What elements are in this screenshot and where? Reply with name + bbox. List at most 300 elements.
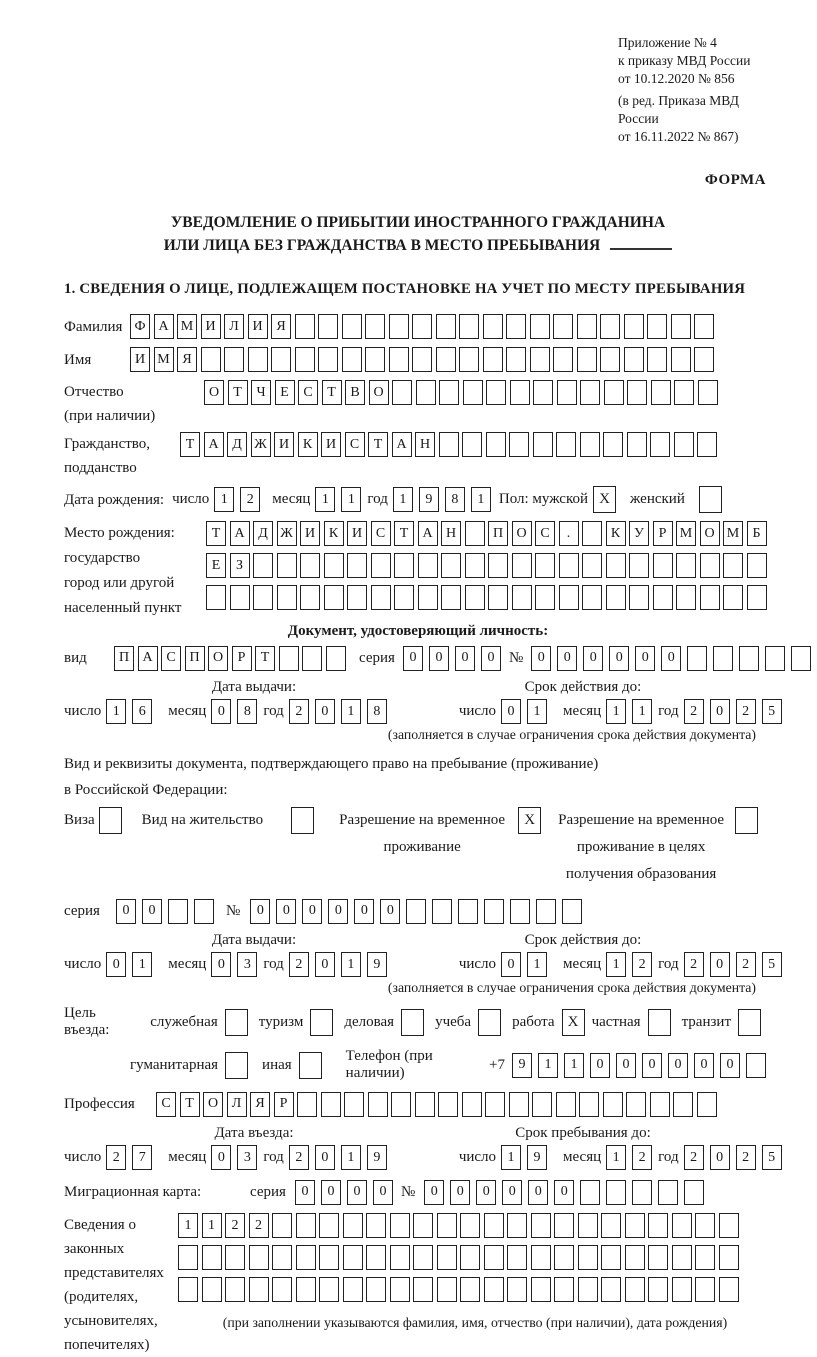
char-cell[interactable] [324, 553, 344, 578]
char-cell[interactable]: 0 [250, 899, 270, 924]
char-cell[interactable]: В [345, 380, 365, 405]
char-cell[interactable] [344, 1092, 364, 1117]
char-cell[interactable] [302, 646, 322, 671]
char-cell[interactable]: 0 [501, 699, 521, 724]
purpose-tourism-checkbox[interactable] [310, 1009, 333, 1036]
char-cell[interactable] [391, 1092, 411, 1117]
char-cell[interactable]: 1 [606, 952, 626, 977]
char-cell[interactable]: 0 [276, 899, 296, 924]
char-cell[interactable] [507, 1277, 527, 1302]
char-cell[interactable] [458, 899, 478, 924]
char-cell[interactable] [553, 314, 573, 339]
purpose-official-checkbox[interactable] [225, 1009, 248, 1036]
char-cell[interactable] [460, 1245, 480, 1270]
char-cell[interactable]: 2 [240, 487, 260, 512]
char-cell[interactable]: 0 [403, 646, 423, 671]
char-cell[interactable]: 2 [684, 699, 704, 724]
char-cell[interactable] [437, 1213, 457, 1238]
option-visa-checkbox[interactable] [99, 807, 122, 834]
char-cell[interactable]: 0 [354, 899, 374, 924]
char-cell[interactable] [697, 432, 717, 457]
char-cell[interactable] [739, 646, 759, 671]
char-cell[interactable]: 7 [132, 1145, 152, 1170]
char-cell[interactable]: 2 [736, 1145, 756, 1170]
char-cell[interactable] [604, 380, 624, 405]
char-cell[interactable] [695, 1213, 715, 1238]
char-cell[interactable] [248, 347, 268, 372]
char-cell[interactable]: С [371, 521, 391, 546]
char-cell[interactable] [439, 432, 459, 457]
char-cell[interactable]: 1 [214, 487, 234, 512]
char-cell[interactable]: 1 [341, 1145, 361, 1170]
char-cell[interactable]: Н [415, 432, 435, 457]
char-cell[interactable] [347, 553, 367, 578]
char-cell[interactable]: 1 [606, 1145, 626, 1170]
char-cell[interactable]: 1 [341, 699, 361, 724]
char-cell[interactable] [577, 347, 597, 372]
char-cell[interactable]: О [512, 521, 532, 546]
char-cell[interactable]: И [300, 521, 320, 546]
char-cell[interactable]: Т [228, 380, 248, 405]
char-cell[interactable]: У [629, 521, 649, 546]
char-cell[interactable]: Я [271, 314, 291, 339]
char-cell[interactable]: И [248, 314, 268, 339]
char-cell[interactable]: 3 [237, 952, 257, 977]
char-cell[interactable]: 2 [289, 1145, 309, 1170]
char-cell[interactable] [168, 899, 188, 924]
char-cell[interactable] [366, 1245, 386, 1270]
char-cell[interactable]: Д [227, 432, 247, 457]
char-cell[interactable] [295, 347, 315, 372]
char-cell[interactable]: 0 [373, 1180, 393, 1205]
char-cell[interactable]: Р [274, 1092, 294, 1117]
char-cell[interactable] [225, 1277, 245, 1302]
char-cell[interactable]: Л [224, 314, 244, 339]
char-cell[interactable] [723, 585, 743, 610]
char-cell[interactable]: 9 [419, 487, 439, 512]
char-cell[interactable] [530, 347, 550, 372]
char-cell[interactable]: 1 [315, 487, 335, 512]
char-cell[interactable] [389, 314, 409, 339]
char-cell[interactable] [531, 1245, 551, 1270]
char-cell[interactable] [365, 314, 385, 339]
char-cell[interactable]: 0 [710, 952, 730, 977]
char-cell[interactable] [343, 1277, 363, 1302]
char-cell[interactable] [412, 314, 432, 339]
char-cell[interactable]: Т [368, 432, 388, 457]
char-cell[interactable]: О [204, 380, 224, 405]
char-cell[interactable]: 8 [445, 487, 465, 512]
char-cell[interactable]: 2 [632, 1145, 652, 1170]
char-cell[interactable] [698, 380, 718, 405]
char-cell[interactable] [277, 585, 297, 610]
char-cell[interactable] [319, 1277, 339, 1302]
char-cell[interactable]: 0 [106, 952, 126, 977]
char-cell[interactable]: К [606, 521, 626, 546]
char-cell[interactable]: Е [206, 553, 226, 578]
char-cell[interactable] [437, 1245, 457, 1270]
char-cell[interactable]: 0 [315, 1145, 335, 1170]
char-cell[interactable] [418, 585, 438, 610]
char-cell[interactable] [531, 1277, 551, 1302]
char-cell[interactable]: 5 [762, 699, 782, 724]
char-cell[interactable] [580, 380, 600, 405]
char-cell[interactable] [577, 314, 597, 339]
char-cell[interactable] [557, 380, 577, 405]
char-cell[interactable] [507, 1213, 527, 1238]
char-cell[interactable]: 0 [502, 1180, 522, 1205]
char-cell[interactable] [465, 553, 485, 578]
char-cell[interactable]: К [324, 521, 344, 546]
char-cell[interactable] [390, 1277, 410, 1302]
char-cell[interactable] [506, 347, 526, 372]
char-cell[interactable] [510, 899, 530, 924]
char-cell[interactable]: Т [180, 432, 200, 457]
char-cell[interactable]: . [559, 521, 579, 546]
char-cell[interactable]: М [177, 314, 197, 339]
char-cell[interactable] [647, 347, 667, 372]
char-cell[interactable]: 0 [710, 1145, 730, 1170]
char-cell[interactable]: Е [275, 380, 295, 405]
char-cell[interactable] [488, 553, 508, 578]
char-cell[interactable]: 0 [211, 952, 231, 977]
char-cell[interactable] [674, 380, 694, 405]
char-cell[interactable] [224, 347, 244, 372]
char-cell[interactable] [318, 314, 338, 339]
char-cell[interactable]: 0 [315, 952, 335, 977]
char-cell[interactable] [230, 585, 250, 610]
char-cell[interactable] [484, 899, 504, 924]
char-cell[interactable]: О [700, 521, 720, 546]
char-cell[interactable] [484, 1277, 504, 1302]
char-cell[interactable] [582, 585, 602, 610]
char-cell[interactable] [531, 1213, 551, 1238]
char-cell[interactable]: П [114, 646, 134, 671]
char-cell[interactable]: 0 [315, 699, 335, 724]
char-cell[interactable] [556, 432, 576, 457]
char-cell[interactable] [687, 646, 707, 671]
char-cell[interactable]: 0 [642, 1053, 662, 1078]
char-cell[interactable] [562, 899, 582, 924]
char-cell[interactable]: 2 [249, 1213, 269, 1238]
char-cell[interactable] [719, 1245, 739, 1270]
char-cell[interactable]: 1 [393, 487, 413, 512]
char-cell[interactable] [296, 1213, 316, 1238]
char-cell[interactable] [394, 585, 414, 610]
char-cell[interactable] [394, 553, 414, 578]
char-cell[interactable]: 0 [531, 646, 551, 671]
char-cell[interactable]: 1 [106, 699, 126, 724]
option-temp-residence-checkbox[interactable]: X [518, 807, 541, 834]
char-cell[interactable] [319, 1245, 339, 1270]
char-cell[interactable] [556, 1092, 576, 1117]
char-cell[interactable] [390, 1213, 410, 1238]
char-cell[interactable]: 5 [762, 952, 782, 977]
char-cell[interactable]: 2 [289, 699, 309, 724]
char-cell[interactable] [389, 347, 409, 372]
char-cell[interactable] [436, 314, 456, 339]
char-cell[interactable]: 2 [736, 699, 756, 724]
char-cell[interactable]: 8 [237, 699, 257, 724]
char-cell[interactable] [484, 1213, 504, 1238]
char-cell[interactable] [673, 1092, 693, 1117]
char-cell[interactable] [300, 553, 320, 578]
char-cell[interactable] [746, 1053, 766, 1078]
char-cell[interactable] [412, 347, 432, 372]
char-cell[interactable]: 0 [501, 952, 521, 977]
char-cell[interactable]: 1 [132, 952, 152, 977]
char-cell[interactable]: 1 [341, 487, 361, 512]
char-cell[interactable]: М [723, 521, 743, 546]
char-cell[interactable] [507, 1245, 527, 1270]
purpose-private-checkbox[interactable] [648, 1009, 671, 1036]
char-cell[interactable] [626, 1092, 646, 1117]
char-cell[interactable] [625, 1213, 645, 1238]
char-cell[interactable]: А [392, 432, 412, 457]
char-cell[interactable]: 1 [341, 952, 361, 977]
char-cell[interactable] [178, 1277, 198, 1302]
char-cell[interactable]: 2 [225, 1213, 245, 1238]
char-cell[interactable]: 1 [527, 952, 547, 977]
char-cell[interactable] [672, 1213, 692, 1238]
char-cell[interactable] [582, 521, 602, 546]
char-cell[interactable]: 1 [632, 699, 652, 724]
option-residence-permit-checkbox[interactable] [291, 807, 314, 834]
char-cell[interactable] [413, 1277, 433, 1302]
char-cell[interactable] [653, 585, 673, 610]
char-cell[interactable]: 0 [609, 646, 629, 671]
char-cell[interactable] [653, 553, 673, 578]
purpose-business-checkbox[interactable] [401, 1009, 424, 1036]
char-cell[interactable]: 1 [471, 487, 491, 512]
char-cell[interactable] [554, 1277, 574, 1302]
char-cell[interactable] [719, 1213, 739, 1238]
char-cell[interactable]: Ж [277, 521, 297, 546]
char-cell[interactable] [533, 432, 553, 457]
char-cell[interactable] [695, 1277, 715, 1302]
char-cell[interactable] [459, 347, 479, 372]
char-cell[interactable] [624, 314, 644, 339]
char-cell[interactable] [627, 380, 647, 405]
char-cell[interactable]: А [138, 646, 158, 671]
char-cell[interactable] [747, 553, 767, 578]
char-cell[interactable] [321, 1092, 341, 1117]
char-cell[interactable]: Р [653, 521, 673, 546]
char-cell[interactable]: З [230, 553, 250, 578]
purpose-humanitarian-checkbox[interactable] [225, 1052, 248, 1079]
char-cell[interactable]: 0 [590, 1053, 610, 1078]
char-cell[interactable] [279, 646, 299, 671]
char-cell[interactable]: 0 [429, 646, 449, 671]
char-cell[interactable]: 0 [710, 699, 730, 724]
char-cell[interactable] [648, 1213, 668, 1238]
char-cell[interactable] [438, 1092, 458, 1117]
char-cell[interactable] [580, 432, 600, 457]
char-cell[interactable]: 3 [237, 1145, 257, 1170]
char-cell[interactable] [343, 1213, 363, 1238]
char-cell[interactable]: М [676, 521, 696, 546]
char-cell[interactable] [365, 347, 385, 372]
char-cell[interactable] [406, 899, 426, 924]
char-cell[interactable]: 0 [720, 1053, 740, 1078]
char-cell[interactable]: Б [747, 521, 767, 546]
char-cell[interactable] [366, 1277, 386, 1302]
char-cell[interactable]: 0 [668, 1053, 688, 1078]
char-cell[interactable] [459, 314, 479, 339]
char-cell[interactable] [253, 553, 273, 578]
char-cell[interactable]: С [535, 521, 555, 546]
char-cell[interactable] [600, 314, 620, 339]
char-cell[interactable]: Ф [130, 314, 150, 339]
char-cell[interactable] [206, 585, 226, 610]
char-cell[interactable] [700, 553, 720, 578]
char-cell[interactable] [202, 1277, 222, 1302]
char-cell[interactable] [648, 1277, 668, 1302]
char-cell[interactable] [318, 347, 338, 372]
char-cell[interactable]: И [347, 521, 367, 546]
char-cell[interactable] [695, 1245, 715, 1270]
char-cell[interactable] [272, 1213, 292, 1238]
char-cell[interactable]: Л [227, 1092, 247, 1117]
char-cell[interactable] [676, 553, 696, 578]
char-cell[interactable]: 0 [616, 1053, 636, 1078]
char-cell[interactable] [413, 1213, 433, 1238]
char-cell[interactable] [371, 585, 391, 610]
char-cell[interactable]: 0 [347, 1180, 367, 1205]
char-cell[interactable]: И [130, 347, 150, 372]
char-cell[interactable] [488, 585, 508, 610]
char-cell[interactable] [624, 347, 644, 372]
char-cell[interactable]: 0 [295, 1180, 315, 1205]
char-cell[interactable]: П [185, 646, 205, 671]
char-cell[interactable]: 0 [554, 1180, 574, 1205]
char-cell[interactable]: 0 [142, 899, 162, 924]
char-cell[interactable] [601, 1245, 621, 1270]
char-cell[interactable] [297, 1092, 317, 1117]
char-cell[interactable] [253, 585, 273, 610]
char-cell[interactable] [606, 553, 626, 578]
char-cell[interactable]: О [203, 1092, 223, 1117]
char-cell[interactable]: 0 [528, 1180, 548, 1205]
char-cell[interactable] [512, 553, 532, 578]
char-cell[interactable] [296, 1245, 316, 1270]
char-cell[interactable] [432, 899, 452, 924]
char-cell[interactable] [625, 1245, 645, 1270]
char-cell[interactable] [553, 347, 573, 372]
char-cell[interactable]: 9 [527, 1145, 547, 1170]
char-cell[interactable]: 0 [116, 899, 136, 924]
char-cell[interactable] [601, 1277, 621, 1302]
char-cell[interactable]: 0 [211, 699, 231, 724]
char-cell[interactable] [658, 1180, 678, 1205]
char-cell[interactable]: С [156, 1092, 176, 1117]
char-cell[interactable] [651, 380, 671, 405]
char-cell[interactable] [202, 1245, 222, 1270]
char-cell[interactable]: Д [253, 521, 273, 546]
sex-female-checkbox[interactable] [699, 486, 722, 513]
char-cell[interactable] [390, 1245, 410, 1270]
char-cell[interactable] [178, 1245, 198, 1270]
char-cell[interactable] [694, 314, 714, 339]
char-cell[interactable] [582, 553, 602, 578]
char-cell[interactable]: 0 [557, 646, 577, 671]
char-cell[interactable] [194, 899, 214, 924]
char-cell[interactable] [485, 1092, 505, 1117]
char-cell[interactable] [600, 347, 620, 372]
char-cell[interactable]: 2 [632, 952, 652, 977]
char-cell[interactable]: 0 [321, 1180, 341, 1205]
char-cell[interactable] [486, 432, 506, 457]
char-cell[interactable] [625, 1277, 645, 1302]
char-cell[interactable] [676, 585, 696, 610]
char-cell[interactable] [342, 347, 362, 372]
char-cell[interactable] [650, 432, 670, 457]
char-cell[interactable] [272, 1277, 292, 1302]
char-cell[interactable] [460, 1213, 480, 1238]
char-cell[interactable]: 0 [450, 1180, 470, 1205]
char-cell[interactable]: 0 [481, 646, 501, 671]
char-cell[interactable] [483, 347, 503, 372]
char-cell[interactable]: Т [206, 521, 226, 546]
char-cell[interactable]: 1 [501, 1145, 521, 1170]
char-cell[interactable] [578, 1277, 598, 1302]
char-cell[interactable] [249, 1245, 269, 1270]
char-cell[interactable]: 0 [380, 899, 400, 924]
char-cell[interactable] [580, 1180, 600, 1205]
char-cell[interactable] [343, 1245, 363, 1270]
char-cell[interactable] [319, 1213, 339, 1238]
char-cell[interactable] [536, 899, 556, 924]
char-cell[interactable] [465, 521, 485, 546]
purpose-other-checkbox[interactable] [299, 1052, 322, 1079]
char-cell[interactable] [578, 1245, 598, 1270]
char-cell[interactable]: М [154, 347, 174, 372]
char-cell[interactable] [486, 380, 506, 405]
char-cell[interactable]: 0 [302, 899, 322, 924]
char-cell[interactable]: А [204, 432, 224, 457]
char-cell[interactable] [674, 432, 694, 457]
char-cell[interactable] [606, 1180, 626, 1205]
char-cell[interactable] [648, 1245, 668, 1270]
char-cell[interactable] [225, 1245, 245, 1270]
char-cell[interactable]: А [154, 314, 174, 339]
char-cell[interactable] [437, 1277, 457, 1302]
char-cell[interactable] [460, 1277, 480, 1302]
char-cell[interactable]: 6 [132, 699, 152, 724]
char-cell[interactable] [747, 585, 767, 610]
char-cell[interactable] [441, 553, 461, 578]
char-cell[interactable] [713, 646, 733, 671]
purpose-work-checkbox[interactable]: X [562, 1009, 585, 1036]
char-cell[interactable] [249, 1277, 269, 1302]
char-cell[interactable]: 0 [211, 1145, 231, 1170]
char-cell[interactable]: Т [322, 380, 342, 405]
char-cell[interactable]: 2 [684, 952, 704, 977]
purpose-transit-checkbox[interactable] [738, 1009, 761, 1036]
char-cell[interactable] [436, 347, 456, 372]
char-cell[interactable]: 0 [455, 646, 475, 671]
char-cell[interactable] [347, 585, 367, 610]
char-cell[interactable] [672, 1277, 692, 1302]
char-cell[interactable] [627, 432, 647, 457]
char-cell[interactable] [532, 1092, 552, 1117]
char-cell[interactable]: С [345, 432, 365, 457]
char-cell[interactable] [512, 585, 532, 610]
char-cell[interactable]: О [208, 646, 228, 671]
char-cell[interactable] [671, 314, 691, 339]
purpose-study-checkbox[interactable] [478, 1009, 501, 1036]
char-cell[interactable] [462, 432, 482, 457]
